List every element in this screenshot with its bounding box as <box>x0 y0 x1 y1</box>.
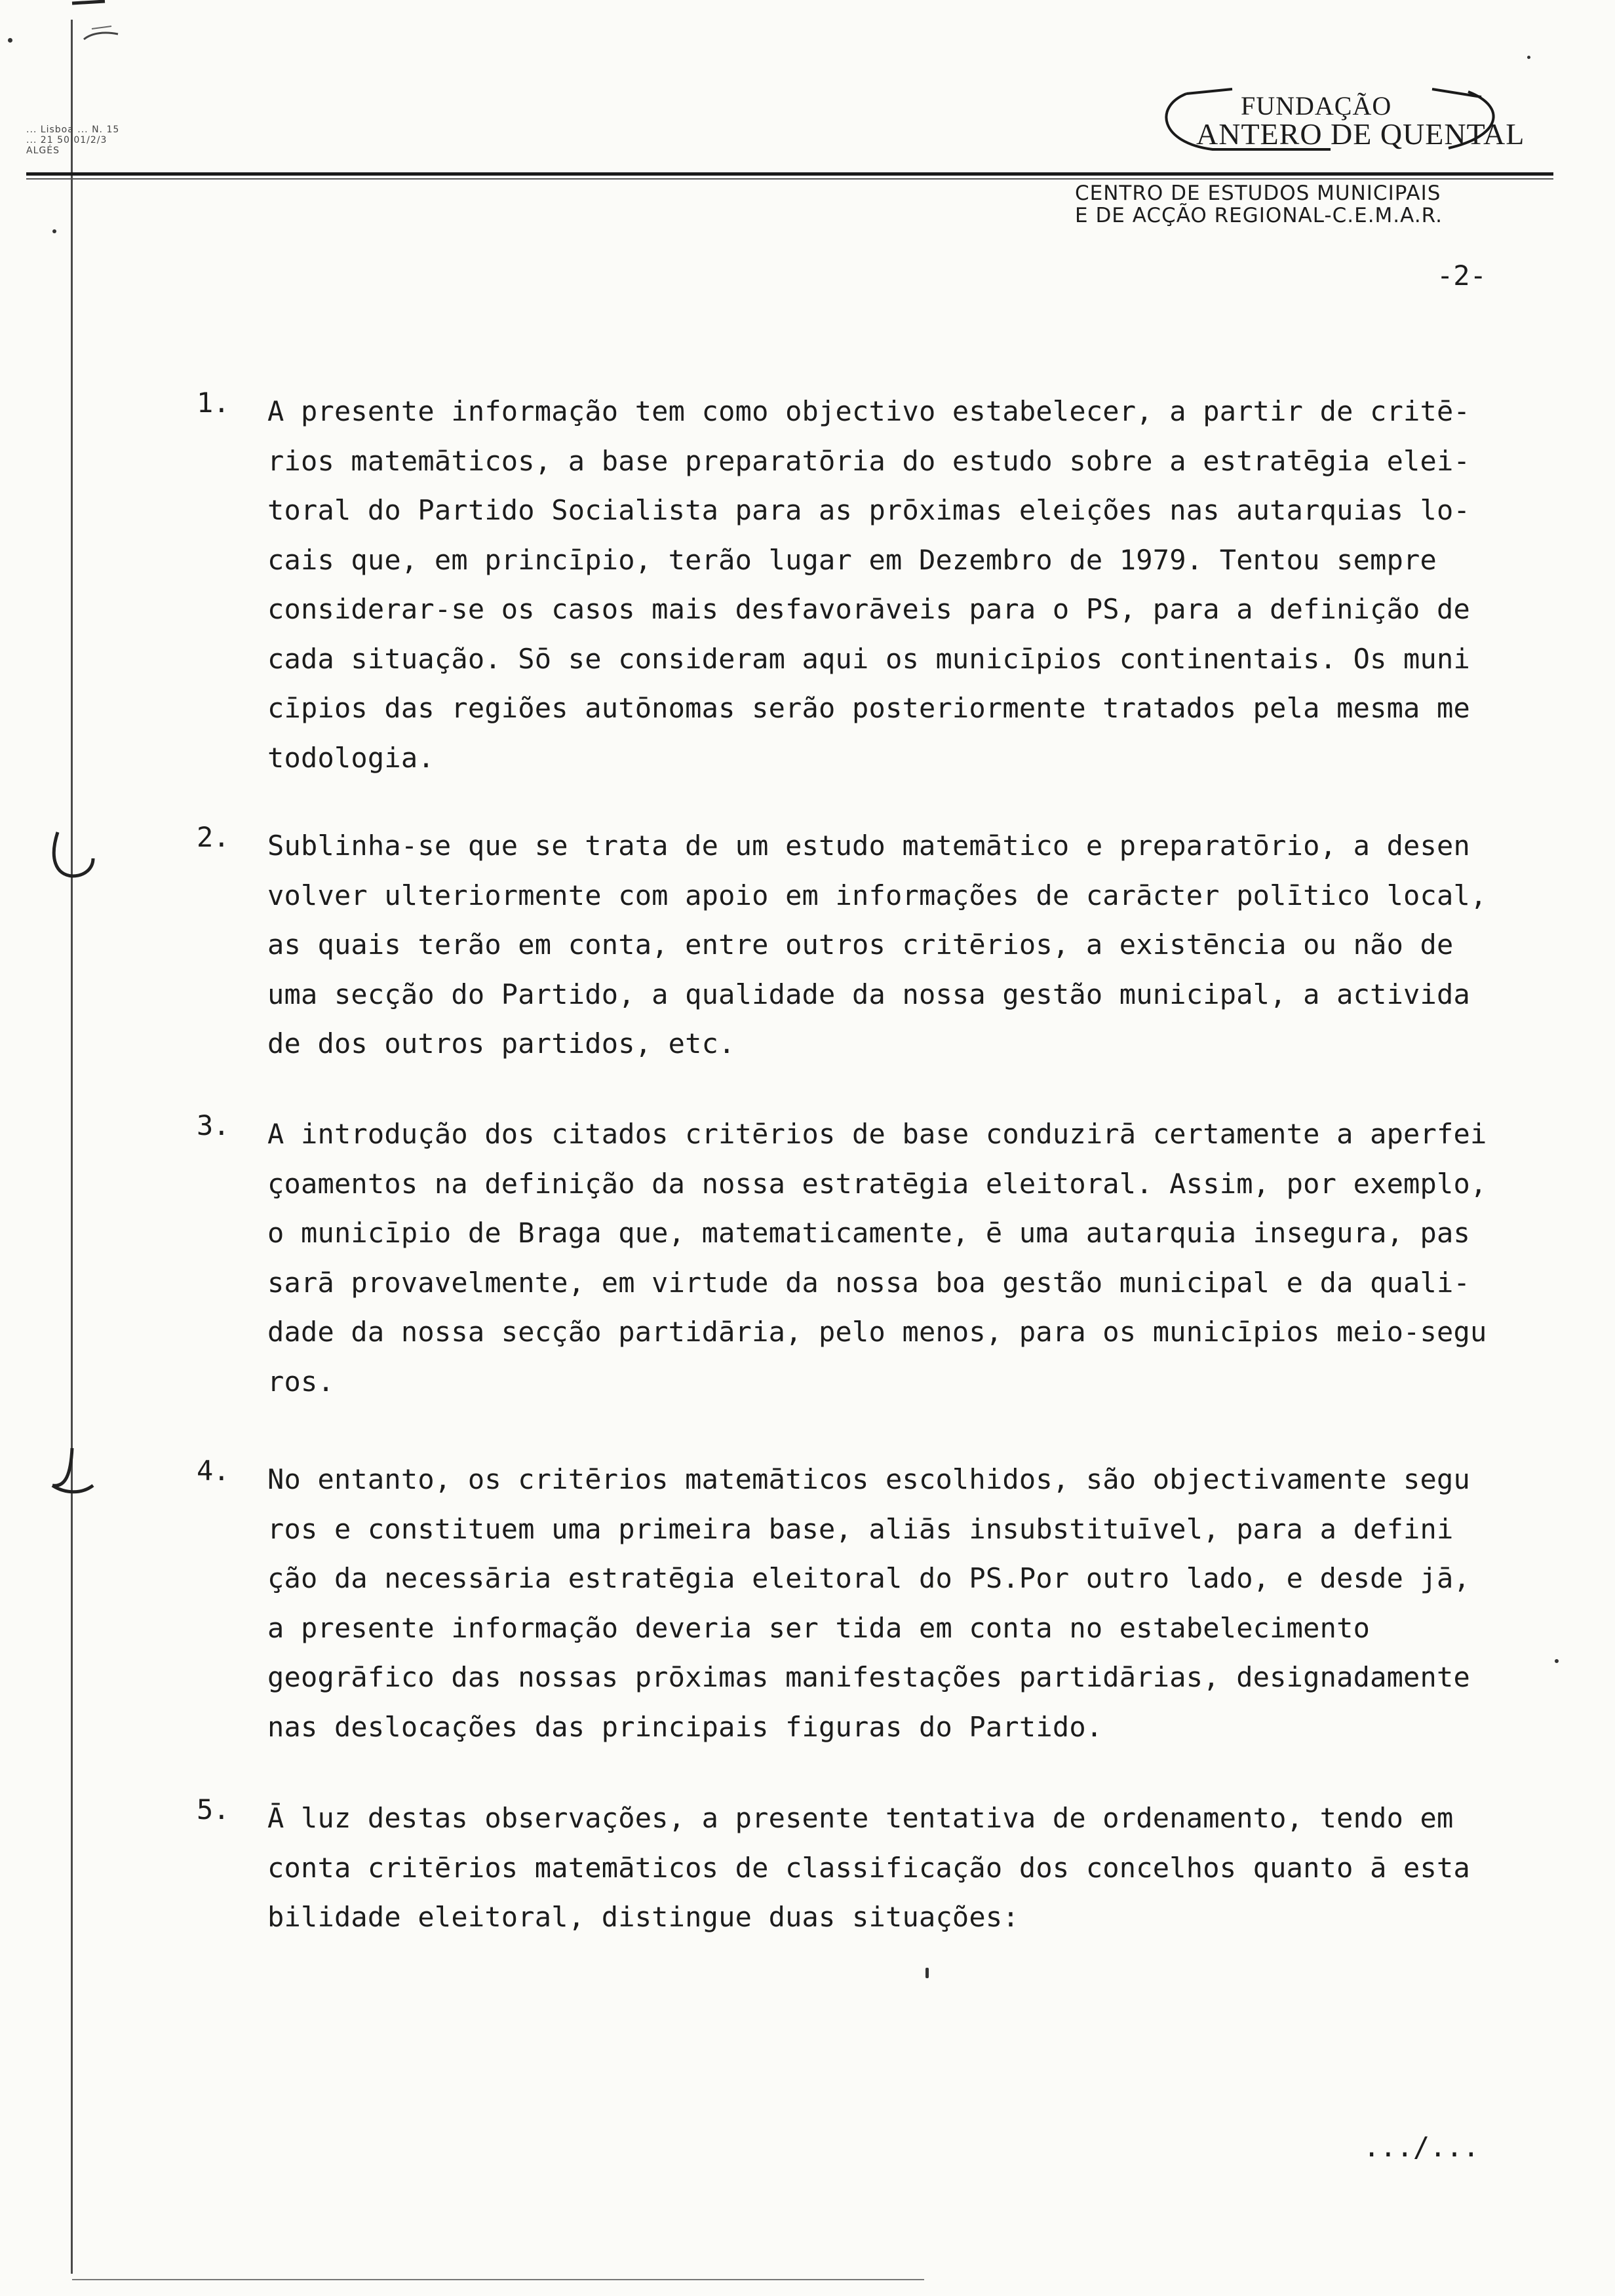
text-line: No entanto, os critērios matemāticos escolhidos, são objectivamente segu <box>267 1463 1471 1495</box>
text-line: ros. <box>267 1365 334 1398</box>
punch-hole-mark <box>46 1445 98 1504</box>
text-line: dade da nossa secção partidāria, pelo menos, para os municīpios meio-segu <box>267 1316 1487 1348</box>
pen-scribble-mark <box>66 0 125 52</box>
page-number: -2- <box>1437 259 1487 292</box>
binding-margin-line <box>71 20 73 2274</box>
logo-text-fundacao: FUNDAÇÃO <box>1241 91 1392 121</box>
text-line: uma secção do Partido, a qualidade da nossa gestão municipal, a activida <box>267 978 1471 1010</box>
paragraph-number: 1. <box>197 387 230 419</box>
text-line: ção da necessāria estratēgia eleitoral do PS.Por outro lado, e desde jā, <box>267 1562 1471 1594</box>
org-line: E DE ACÇÃO REGIONAL-C.E.M.A.R. <box>1075 204 1443 227</box>
scan-speck <box>1555 1659 1559 1663</box>
bottom-edge-line <box>72 2279 924 2280</box>
continuation-mark: .../... <box>1363 2131 1480 2163</box>
header-rule-thin <box>26 178 1553 180</box>
paragraph-number: 2. <box>197 821 230 853</box>
address-stamp <box>26 124 119 156</box>
stamp-line: ... Lisboa ... N. 15 <box>26 124 120 135</box>
scan-speck <box>52 229 56 233</box>
paragraph-number: 5. <box>197 1793 230 1826</box>
text-line: nas deslocações das principais figuras do Partido. <box>267 1710 1103 1743</box>
text-line: ros e constituem uma primeira base, aliās insubstituīvel, para a defini <box>267 1512 1454 1545</box>
text-line: toral do Partido Socialista para as prōximas eleições nas autarquias lo- <box>267 494 1471 526</box>
text-line: Ā luz destas observações, a presente tentativa de ordenamento, tendo em <box>267 1802 1454 1834</box>
text-line: cīpios das regiões autōnomas serão posteriormente tratados pela mesma me <box>267 692 1471 724</box>
text-line: as quais terão em conta, entre outros critērios, a existēncia ou não de <box>267 928 1454 961</box>
text-line: o municīpio de Braga que, matematicamente, ē uma autarquia insegura, pas <box>267 1217 1471 1249</box>
paragraph-number: 4. <box>197 1455 230 1487</box>
text-line: A introdução dos citados critērios de base conduzirā certamente a aperfei <box>267 1118 1487 1150</box>
text-line: geogrāfico das nossas prōximas manifestações partidārias, designadamente <box>267 1661 1471 1693</box>
org-line: CENTRO DE ESTUDOS MUNICIPAIS <box>1075 182 1441 205</box>
logo-text-antero-de-quental: ANTERO DE QUENTAL <box>1196 117 1525 151</box>
text-line: sarā provavelmente, em virtude da nossa boa gestão municipal e da quali- <box>267 1266 1471 1299</box>
text-line: A presente informação tem como objectivo estabelecer, a partir de critē- <box>267 395 1471 427</box>
text-line: çoamentos na definição da nossa estratēgia eleitoral. Assim, por exemplo, <box>267 1167 1487 1200</box>
text-line: conta critērios matemāticos de classificação dos concelhos quanto ā esta <box>267 1851 1471 1884</box>
text-line: todologia. <box>267 741 435 774</box>
stamp-line: ... 21 50 01/2/3 <box>26 135 107 145</box>
text-line: cais que, em princīpio, terão lugar em Dezembro de 1979. Tentou sempre <box>267 543 1437 576</box>
punch-hole-mark <box>46 829 98 888</box>
scan-speck <box>8 38 12 43</box>
text-line: rios matemāticos, a base preparatōria do estudo sobre a estratēgia elei- <box>267 444 1471 477</box>
text-line: bilidade eleitoral, distingue duas situações: <box>267 1901 1019 1933</box>
scan-speck <box>1527 56 1530 59</box>
text-line: a presente informação deveria ser tida em conta no estabelecimento <box>267 1611 1371 1644</box>
text-line: volver ulteriormente com apoio em informações de carācter polītico local, <box>267 879 1487 911</box>
scan-speck <box>925 1968 929 1978</box>
text-line: de dos outros partidos, etc. <box>267 1027 735 1060</box>
text-line: considerar-se os casos mais desfavorāveis para o PS, para a definição de <box>267 593 1471 625</box>
text-line: Sublinha-se que se trata de um estudo matemātico e preparatōrio, a desen <box>267 830 1471 862</box>
organization-name <box>1075 182 1443 227</box>
paragraph-number: 3. <box>197 1109 230 1141</box>
stamp-line: ALGÉS <box>26 145 60 156</box>
header-rule <box>26 172 1553 176</box>
text-line: cada situação. Sō se consideram aqui os municīpios continentais. Os muni <box>267 642 1471 675</box>
